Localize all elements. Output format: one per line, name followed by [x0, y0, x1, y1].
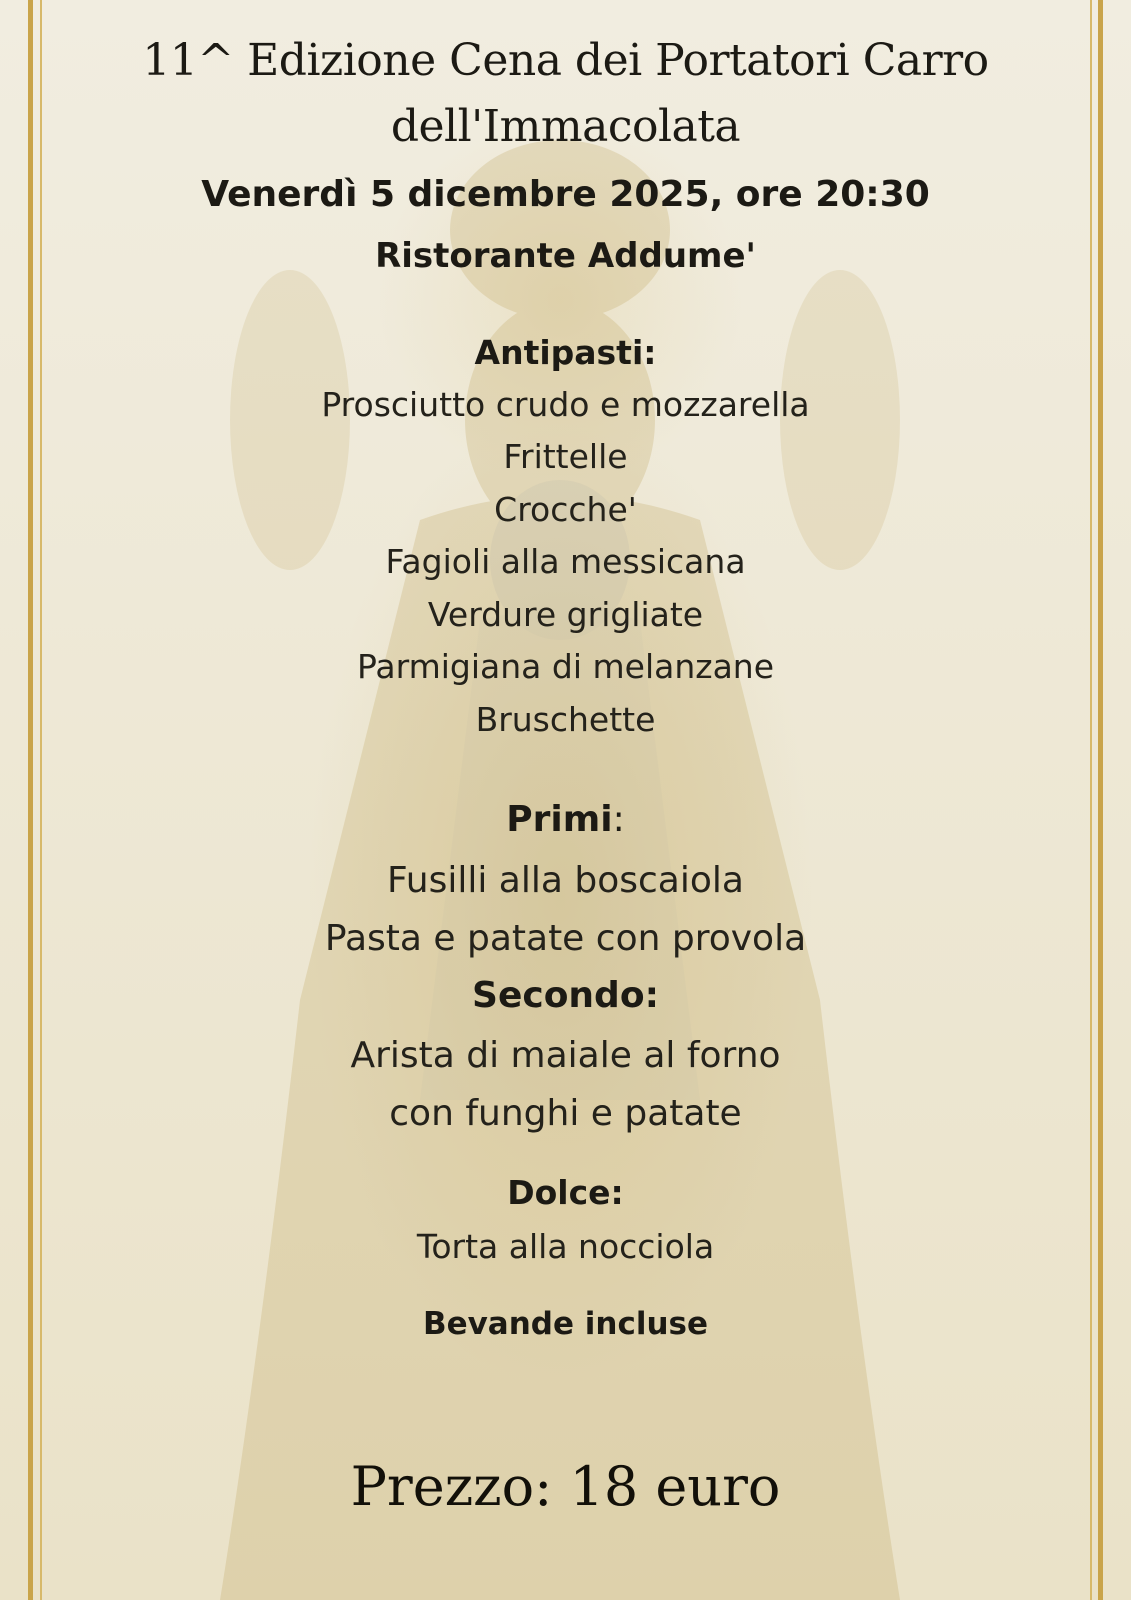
event-title-line1: 11^ Edizione Cena dei Portatori Carro	[142, 35, 989, 86]
event-title	[60, 28, 1071, 160]
menu-item: Arista di maiale al forno	[350, 1035, 781, 1076]
gold-border-left-inner	[40, 0, 42, 1600]
section-primi-label: Primi	[506, 799, 613, 840]
menu-item: Torta alla nocciola	[416, 1227, 715, 1266]
section-antipasti-heading: Antipasti:	[474, 333, 657, 372]
section-primi-heading	[60, 797, 1071, 843]
section-secondo-heading: Secondo:	[472, 975, 659, 1016]
drinks-included-note: Bevande incluse	[422, 1306, 709, 1342]
gold-border-left	[28, 0, 33, 1600]
event-venue: Ristorante Addume'	[375, 236, 756, 276]
menu-item: Parmigiana di melanzane	[356, 647, 775, 686]
menu-item: con funghi e patate	[389, 1093, 742, 1134]
gold-border-right	[1098, 0, 1103, 1600]
menu-item: Frittelle	[503, 437, 628, 476]
menu-item: Prosciutto crudo e mozzarella	[321, 385, 810, 424]
event-date-time: Venerdì 5 dicembre 2025, ore 20:30	[201, 174, 930, 215]
section-primi-colon: :	[612, 799, 625, 840]
menu-item: Pasta e patate con provola	[324, 918, 807, 959]
menu-item: Verdure grigliate	[427, 595, 704, 634]
menu-item: Fusilli alla boscaiola	[387, 860, 744, 901]
menu-item: Fagioli alla messicana	[385, 542, 746, 581]
section-dolce-heading: Dolce:	[507, 1173, 624, 1212]
menu-item: Crocche'	[494, 490, 637, 529]
menu-item: Bruschette	[475, 700, 656, 739]
price-label: Prezzo: 18 euro	[350, 1455, 781, 1518]
gold-border-right-inner	[1090, 0, 1092, 1600]
event-title-line2: dell'Immacolata	[390, 101, 741, 152]
